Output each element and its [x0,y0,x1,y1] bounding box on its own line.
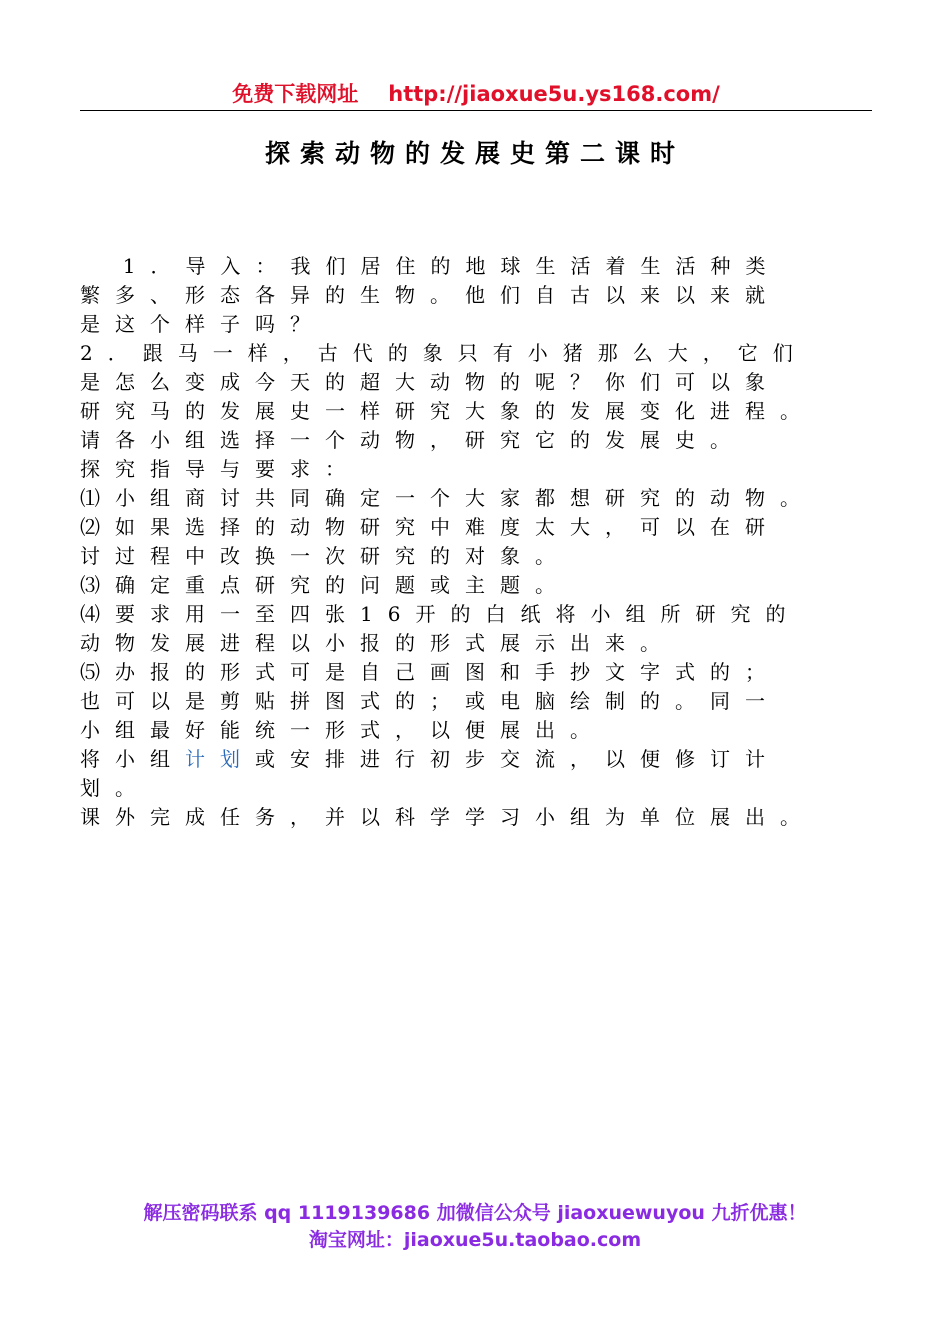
document-title: 探索动物的发展史第二课时 [264,139,685,168]
body-line-4: 2．跟马一样，古代的象只有小猪那么大，它们 [80,341,808,365]
header-label: 免费下载网址 [232,82,359,106]
body-line-9: ⑴小组商讨共同确定一个大家都想研究的动物。 [80,486,815,510]
body-line-18 [80,745,880,774]
body-line-6: 研究马的发展史一样研究大象的发展变化进程。 [80,399,815,423]
body-line-2: 繁多、形态各异的生物。他们自古以来以来就 [80,283,780,307]
body-line-17: 小组最好能统一形式，以便展出。 [80,718,605,742]
footer-shop-url: 淘宝网址：jiaoxue5u.taobao.com [308,1229,642,1251]
body-line-16: 也可以是剪贴拼图式的；或电脑绘制的。同一 [80,689,780,713]
footer-contact: 解压密码联系 qq 1119139686 加微信公众号 jiaoxuewuyou 九折优惠！ [143,1202,807,1224]
body-line-1: 1．导入：我们居住的地球生活着生活种类 [80,254,781,278]
body-line-13: ⑷要求用一至四张16开的白纸将小组所研究的 [80,602,801,626]
body-line-18-end: 或安排进行初步交流，以便修订计 [255,747,780,771]
body-line-8: 探究指导与要求： [80,457,360,481]
body-line-19: 划。 [80,776,150,800]
plan-link[interactable]: 计划 [185,747,255,771]
body-line-5: 是怎么变成今天的超大动物的呢？你们可以象 [80,370,780,394]
document-body [80,252,880,832]
body-line-7: 请各小组选择一个动物，研究它的发展史。 [80,428,745,452]
body-line-10: ⑵如果选择的动物研究中难度太大，可以在研 [80,515,780,539]
body-line-15: ⑸办报的形式可是自己画图和手抄文字式的； [80,660,780,684]
header-url-link[interactable]: http://jiaoxue5u.ys168.com/ [388,82,720,106]
body-line-12: ⑶确定重点研究的问题或主题。 [80,573,570,597]
body-line-3: 是这个样子吗？ [80,312,325,336]
body-line-20: 课外完成任务，并以科学学习小组为单位展出。 [80,805,815,829]
page-header [80,78,872,111]
body-line-11: 讨过程中改换一次研究的对象。 [80,544,570,568]
body-line-14: 动物发展进程以小报的形式展示出来。 [80,631,675,655]
body-line-18-start: 将小组 [80,747,185,771]
